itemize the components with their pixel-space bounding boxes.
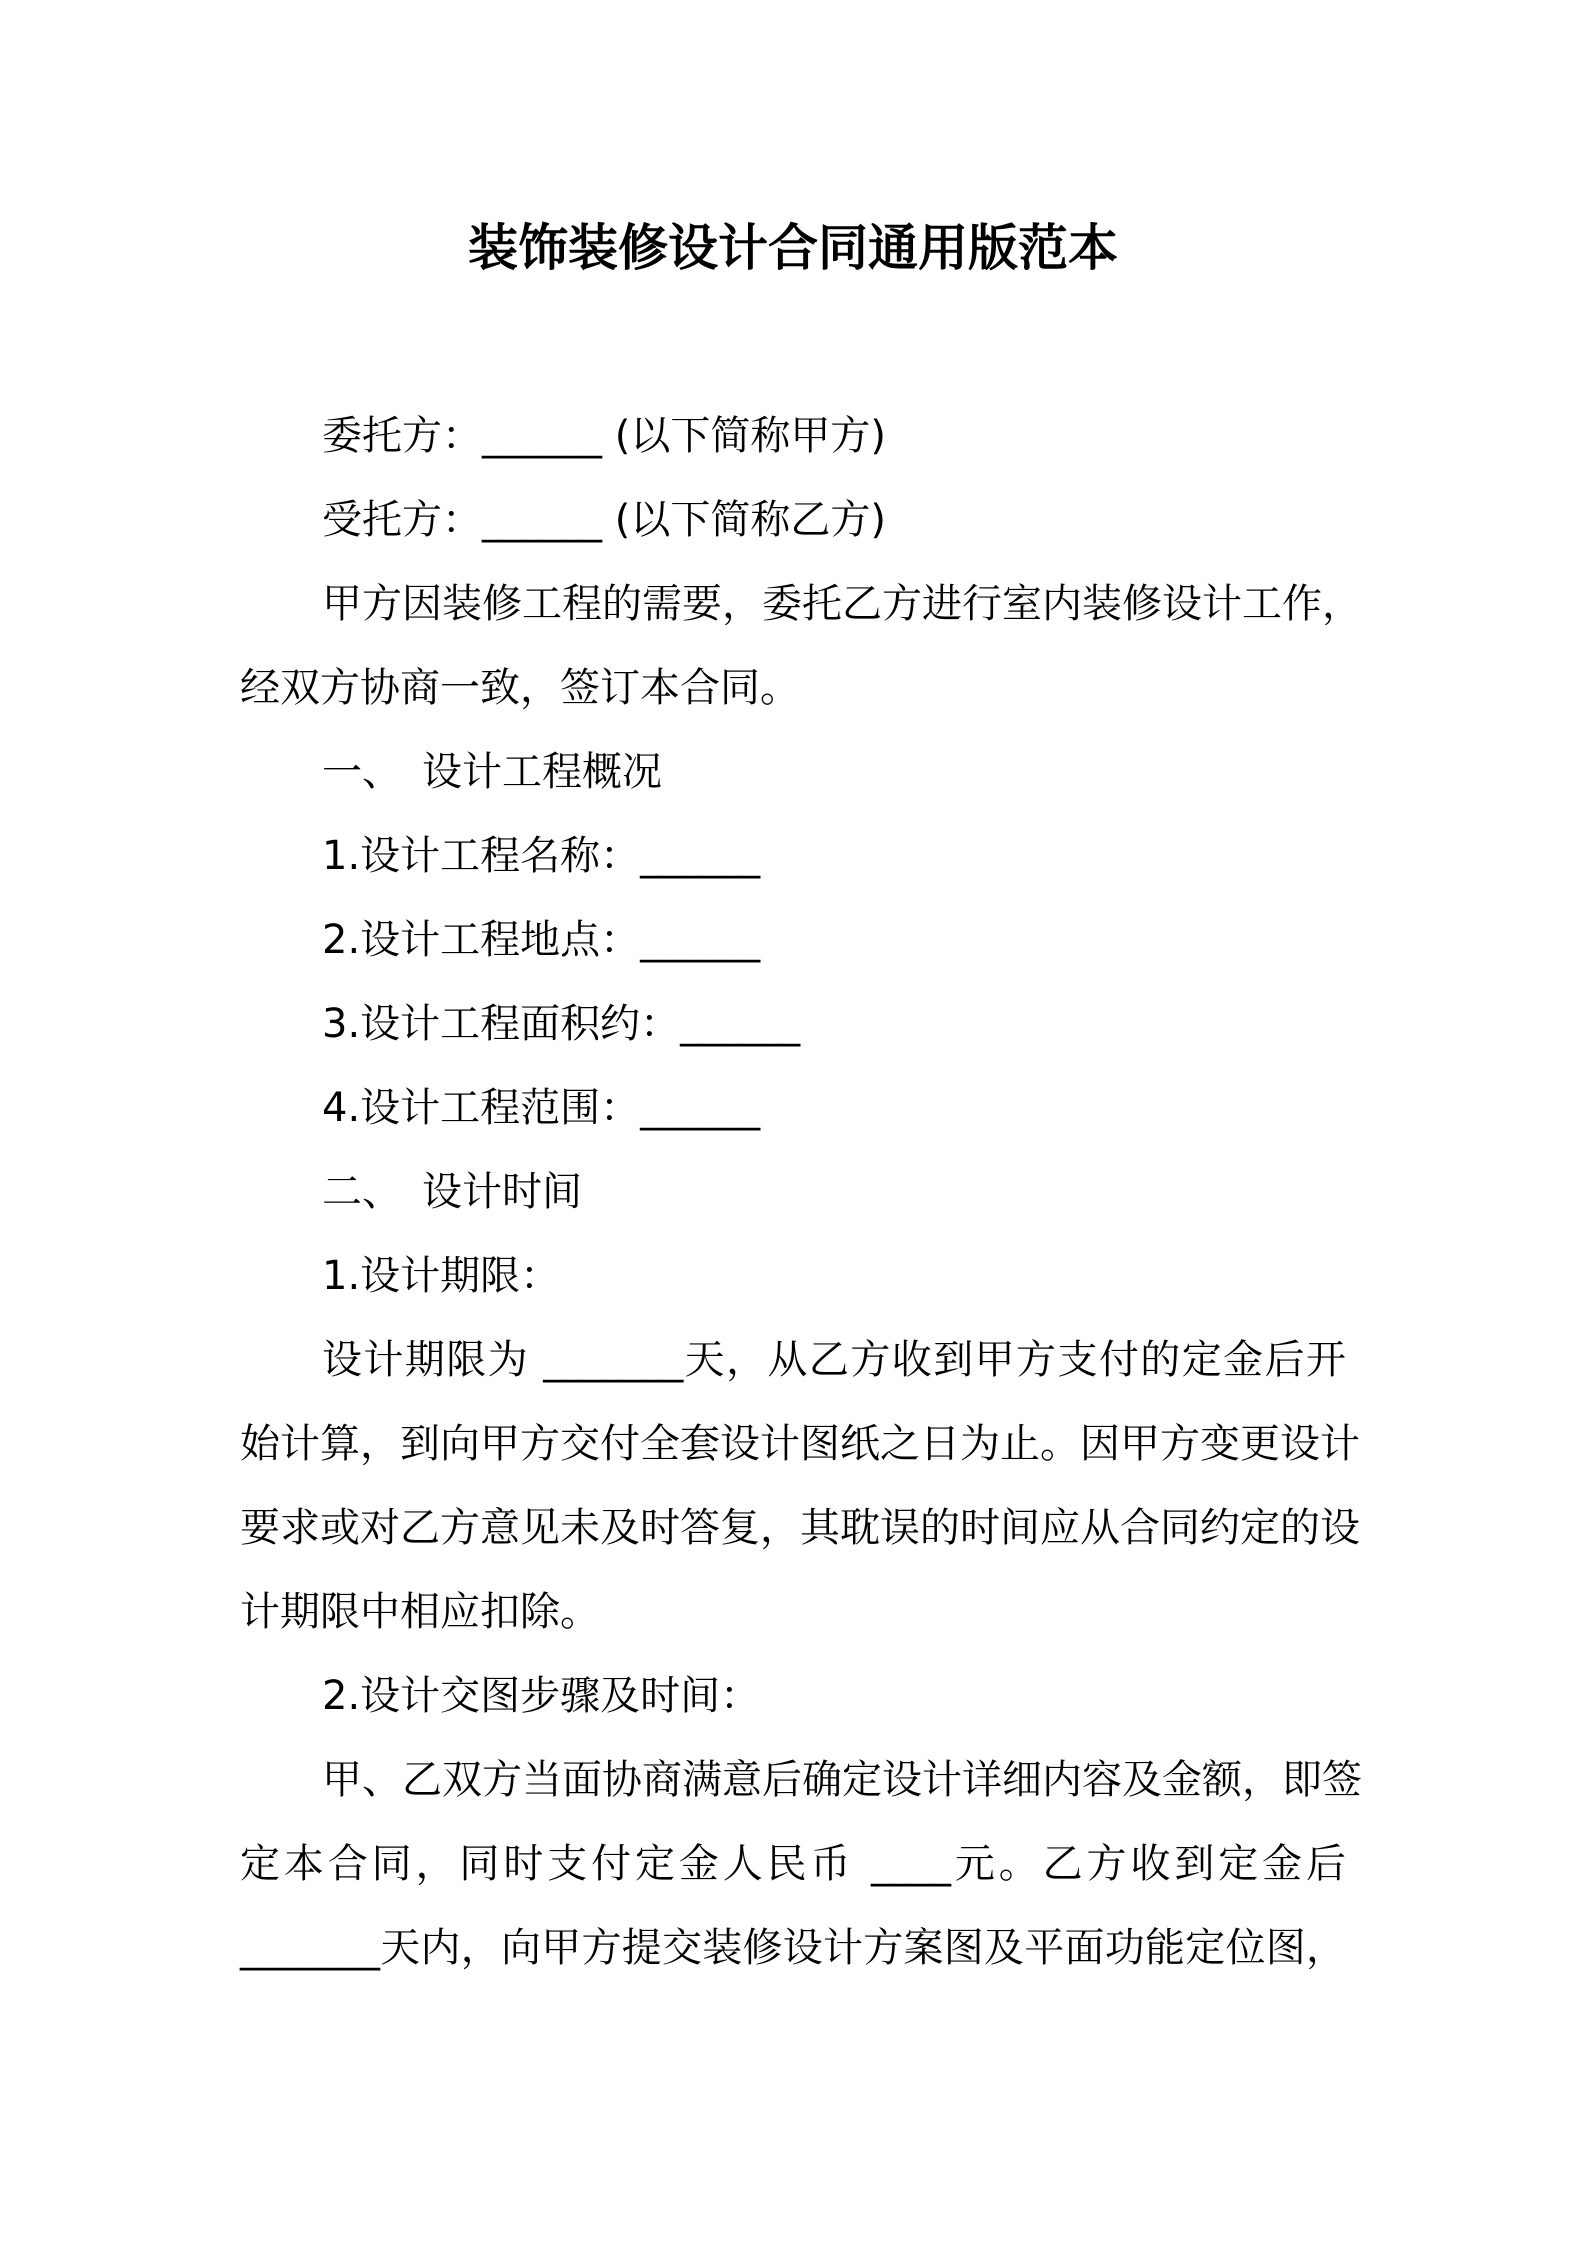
- section-title: 设计工程概况: [422, 749, 662, 795]
- party-a-line: 委托方：______ (以下简称甲方): [322, 413, 886, 459]
- delivery-steps-text-line: 甲、乙双方当面协商满意后确定设计详细内容及金额，即签: [322, 1757, 1362, 1803]
- project-scope-field: 4.设计工程范围：______: [322, 1085, 761, 1131]
- section-title: 设计时间: [422, 1169, 582, 1215]
- section-number: 二、: [322, 1169, 402, 1215]
- intro-paragraph-line: 经双方协商一致，签订本合同。: [240, 665, 800, 711]
- delivery-steps-label: 2.设计交图步骤及时间：: [322, 1673, 761, 1719]
- intro-paragraph-line: 甲方因装修工程的需要，委托乙方进行室内装修设计工作，: [322, 581, 1362, 627]
- section-number: 一、: [322, 749, 402, 795]
- design-period-label: 1.设计期限：: [322, 1253, 561, 1299]
- section-heading-2: [322, 1164, 582, 1220]
- design-period-text-line: 设计期限为 _______天，从乙方收到甲方支付的定金后开: [322, 1337, 1346, 1383]
- design-period-text-line: 始计算，到向甲方交付全套设计图纸之日为止。因甲方变更设计: [240, 1421, 1360, 1467]
- design-period-text-line: 要求或对乙方意见未及时答复，其耽误的时间应从合同约定的设: [240, 1505, 1360, 1551]
- project-area-field: 3.设计工程面积约：______: [322, 1001, 801, 1047]
- party-b-line: 受托方：______ (以下简称乙方): [322, 497, 886, 543]
- document-title: 装饰装修设计合同通用版范本: [468, 219, 1118, 277]
- project-name-field: 1.设计工程名称：______: [322, 833, 761, 879]
- delivery-steps-text-line: 定本合同，同时支付定金人民币 ____元。乙方收到定金后: [240, 1841, 1346, 1887]
- design-period-text-line: 计期限中相应扣除。: [240, 1589, 600, 1635]
- project-location-field: 2.设计工程地点：______: [322, 917, 761, 963]
- section-heading-1: [322, 744, 662, 800]
- delivery-steps-text-line: _______天内，向甲方提交装修设计方案图及平面功能定位图，: [240, 1925, 1346, 1971]
